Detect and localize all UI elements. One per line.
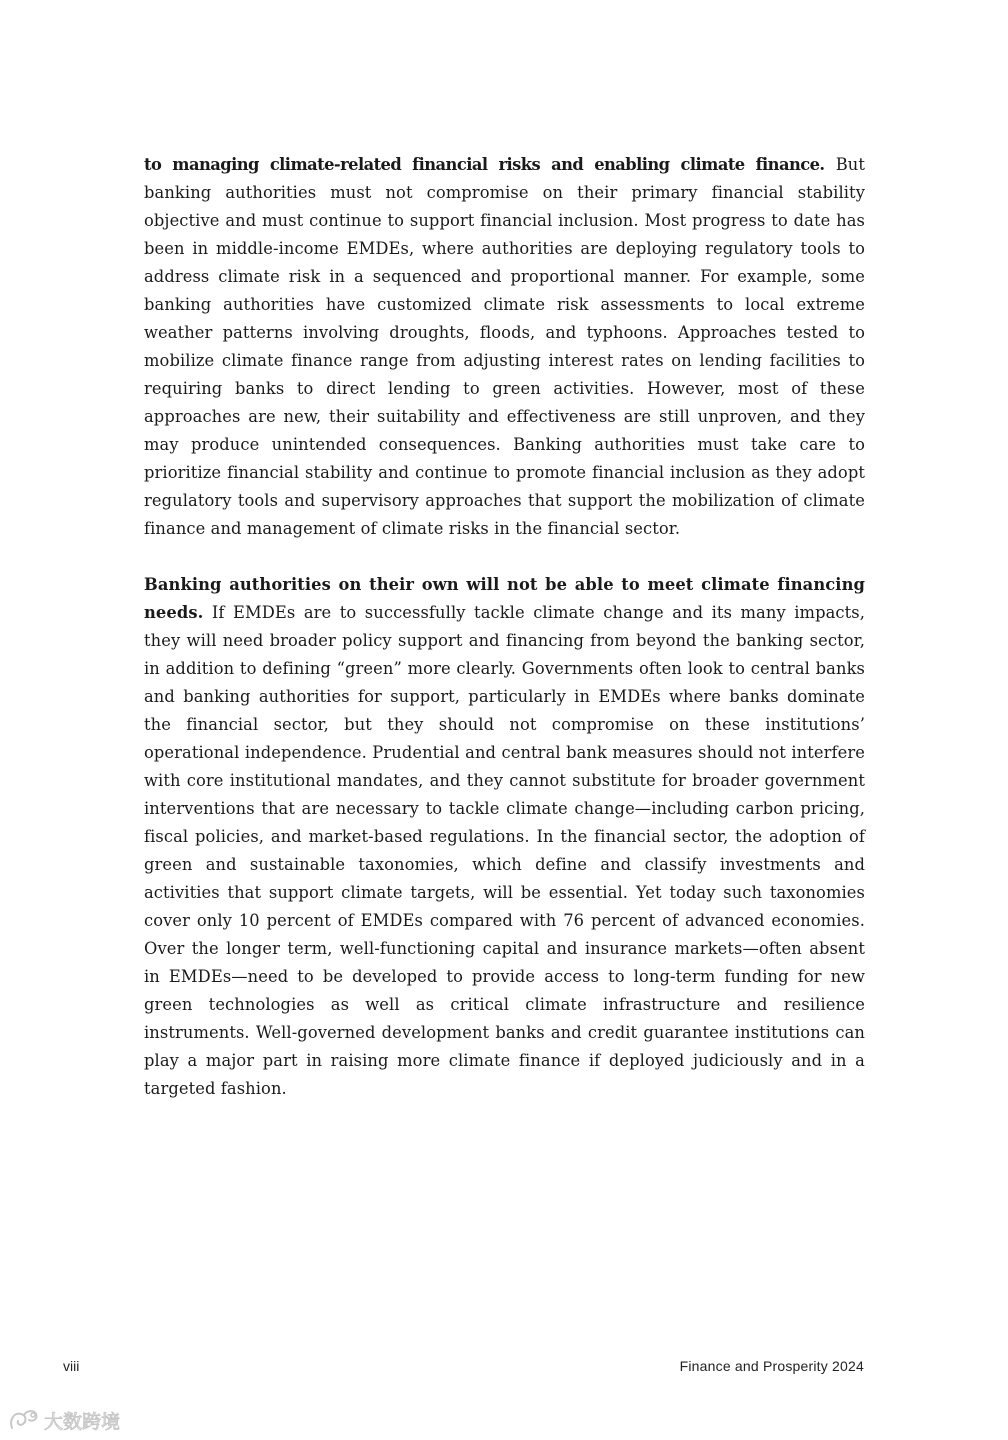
watermark-logo bbox=[8, 1406, 133, 1436]
paragraph-1-lead: to managing climate-related financial risks and enabling climate finance. bbox=[144, 155, 825, 174]
running-title: Finance and Prosperity 2024 bbox=[679, 1358, 864, 1374]
paragraph-2 bbox=[144, 571, 865, 1103]
page-number: viii bbox=[63, 1358, 80, 1374]
paragraph-1-body: But banking authorities must not compromise on their primary financial stability objective and must continue to support financial inclusion. Most progress to date has been in middle-income EMDEs, where authorities are deploying regulatory tools to address climate risk in a sequenced and proportional manner. For example, some banking authorities have customized climate risk assessments to local extreme weather patterns involving droughts, floods, and typhoons. Approaches tested to mobilize climate finance range from adjusting interest rates on lending facilities to requiring banks to direct lending to green activities. However, most of these approaches are new, their suitability and effectiveness are still unproven, and they may produce unintended consequences. Banking authorities must take care to prioritize financial stability and continue to promote financial inclusion as they adopt regulatory tools and supervisory approaches that support the mobilization of climate finance and management of climate risks in the financial sector. bbox=[144, 155, 865, 538]
paragraph-2-lead: Banking authorities on their own will not be able to meet climate financing needs. bbox=[144, 575, 865, 622]
paragraph-1 bbox=[144, 151, 865, 543]
watermark-logo-icon bbox=[8, 1406, 133, 1436]
watermark-text: 大数跨境 bbox=[44, 1411, 121, 1433]
paragraph-2-body: If EMDEs are to successfully tackle climate change and its many impacts, they will need broader policy support and financing from beyond the banking sector, in addition to defining “green” more clearly. Governments often look to central banks and banking authorities for support, particularly in EMDEs where banks dominate the financial sector, but they should not compromise on these institutions’ operational independence. Prudential and central bank measures should not interfere with core institutional mandates, and they cannot substitute for broader government interventions that are necessary to tackle climate change—including carbon pricing, fiscal policies, and market-based regulations. In the financial sector, the adoption of green and sustainable taxonomies, which define and classify investments and activities that support climate targets, will be essential. Yet today such taxonomies cover only 10 percent of EMDEs compared with 76 percent of advanced economies. Over the longer term, well-functioning capital and insurance markets—often absent in EMDEs—need to be developed to provide access to long-term funding for new green technologies as well as critical climate infrastructure and resilience instruments. Well-governed development banks and credit guarantee institutions can play a major part in raising more climate finance if deployed judiciously and in a targeted fashion. bbox=[144, 603, 865, 1098]
